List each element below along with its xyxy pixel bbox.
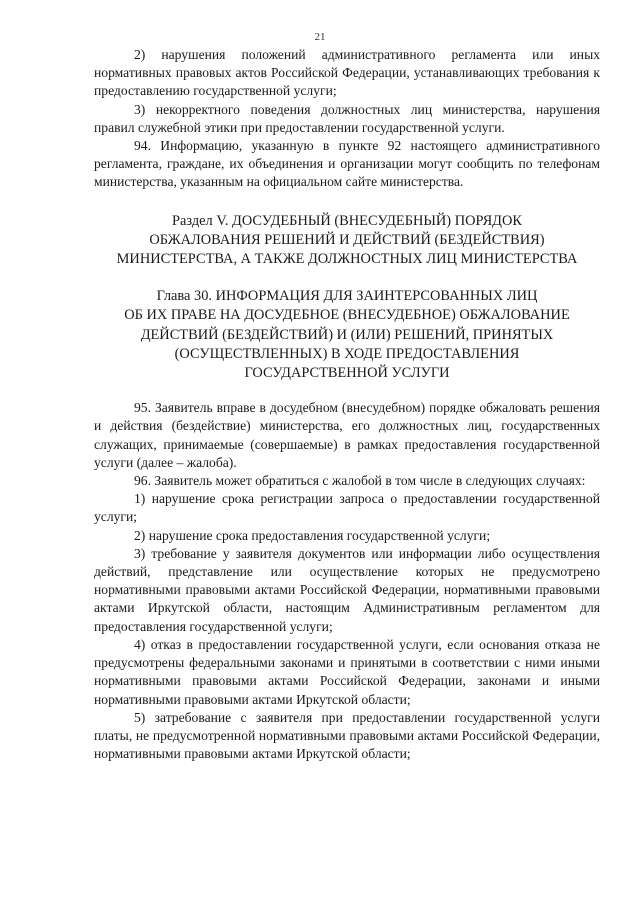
section-heading-line: ОБЖАЛОВАНИЯ РЕШЕНИЙ И ДЕЙСТВИЙ (БЕЗДЕЙСТВИЯ)	[149, 231, 545, 248]
paragraph-95: 95. Заявитель вправе в досудебном (внесудебном) порядке обжаловать решения и действия (бездействие) министерства, его должностных лиц, государственных служащих, принимаемые (совершаемые) в рамках предоставления государственной услуги (далее – жалоба).	[94, 400, 600, 470]
paragraph-96-item-4: 4) отказ в предоставлении государственной услуги, если основания отказа не предусмотрены федеральными законами и принятыми в соответствии с ними иными нормативными правовыми актами Российской Федерации, законами и иными нормативными правовыми актами Иркутской области;	[94, 636, 600, 707]
chapter-heading-line: Глава 30. ИНФОРМАЦИЯ ДЛЯ ЗАИНТЕРСОВАННЫХ ЛИЦ	[156, 288, 538, 305]
paragraph-96-item-5: 5) затребование с заявителя при предоставлении государственной услуги платы, не предусмотренной нормативными правовыми актами Российской Федерации, нормативными правовыми актами Иркутской области;	[94, 709, 600, 762]
chapter-heading-line: ГОСУДАРСТВЕННОЙ УСЛУГИ	[244, 365, 450, 382]
paragraph-96-item-1: 1) нарушение срока регистрации запроса о предоставлении государственной услуги;	[94, 491, 600, 525]
paragraph-96-item-3: 3) требование у заявителя документов или информации либо осуществления действий, представление или осуществление которых не предусмотрено нормативными правовыми актами Российской Федерации, нормативными правовыми актами Иркутской области, настоящим Административным регламентом для предоставления государственной услуги;	[94, 545, 600, 634]
section-heading-line: МИНИСТЕРСТВА, А ТАКЖЕ ДОЛЖНОСТНЫХ ЛИЦ МИНИСТЕРСТВА	[116, 251, 578, 268]
paragraph-96: 96. Заявитель может обратиться с жалобой в том числе в следующих случаях:	[134, 473, 586, 489]
document-body	[94, 46, 600, 763]
chapter-heading-line: ДЕЙСТВИЙ (БЕЗДЕЙСТВИЙ) И (ИЛИ) РЕШЕНИЙ, ПРИНЯТЫХ	[140, 326, 554, 343]
paragraph-item-2: 2) нарушения положений административного регламента или иных нормативных правовых актов Российской Федерации, устанавливающих требования к предоставлению государственной услуги;	[94, 47, 600, 99]
chapter-heading	[94, 287, 600, 383]
paragraph-item-3: 3) некорректного поведения должностных лиц министерства, нарушения правил служебной этики при предоставлении государственной услуги.	[94, 101, 600, 135]
paragraph-94: 94. Информацию, указанную в пункте 92 настоящего административного регламента, граждане, их объединения и организации могут сообщить по телефонам министерства, указанным на официальном сайте министерства.	[94, 138, 600, 190]
chapter-heading-line: (ОСУЩЕСТВЛЕННЫХ) В ХОДЕ ПРЕДОСТАВЛЕНИЯ	[174, 345, 520, 362]
chapter-heading-line: ОБ ИХ ПРАВЕ НА ДОСУДЕБНОЕ (ВНЕСУДЕБНОЕ) ОБЖАЛОВАНИЕ	[124, 307, 570, 324]
section-heading	[94, 212, 600, 270]
page-number: 21	[314, 31, 326, 43]
paragraph-96-item-2: 2) нарушение срока предоставления государственной услуги;	[134, 527, 491, 543]
section-heading-line: Раздел V. ДОСУДЕБНЫЙ (ВНЕСУДЕБНЫЙ) ПОРЯДОК	[172, 212, 522, 229]
